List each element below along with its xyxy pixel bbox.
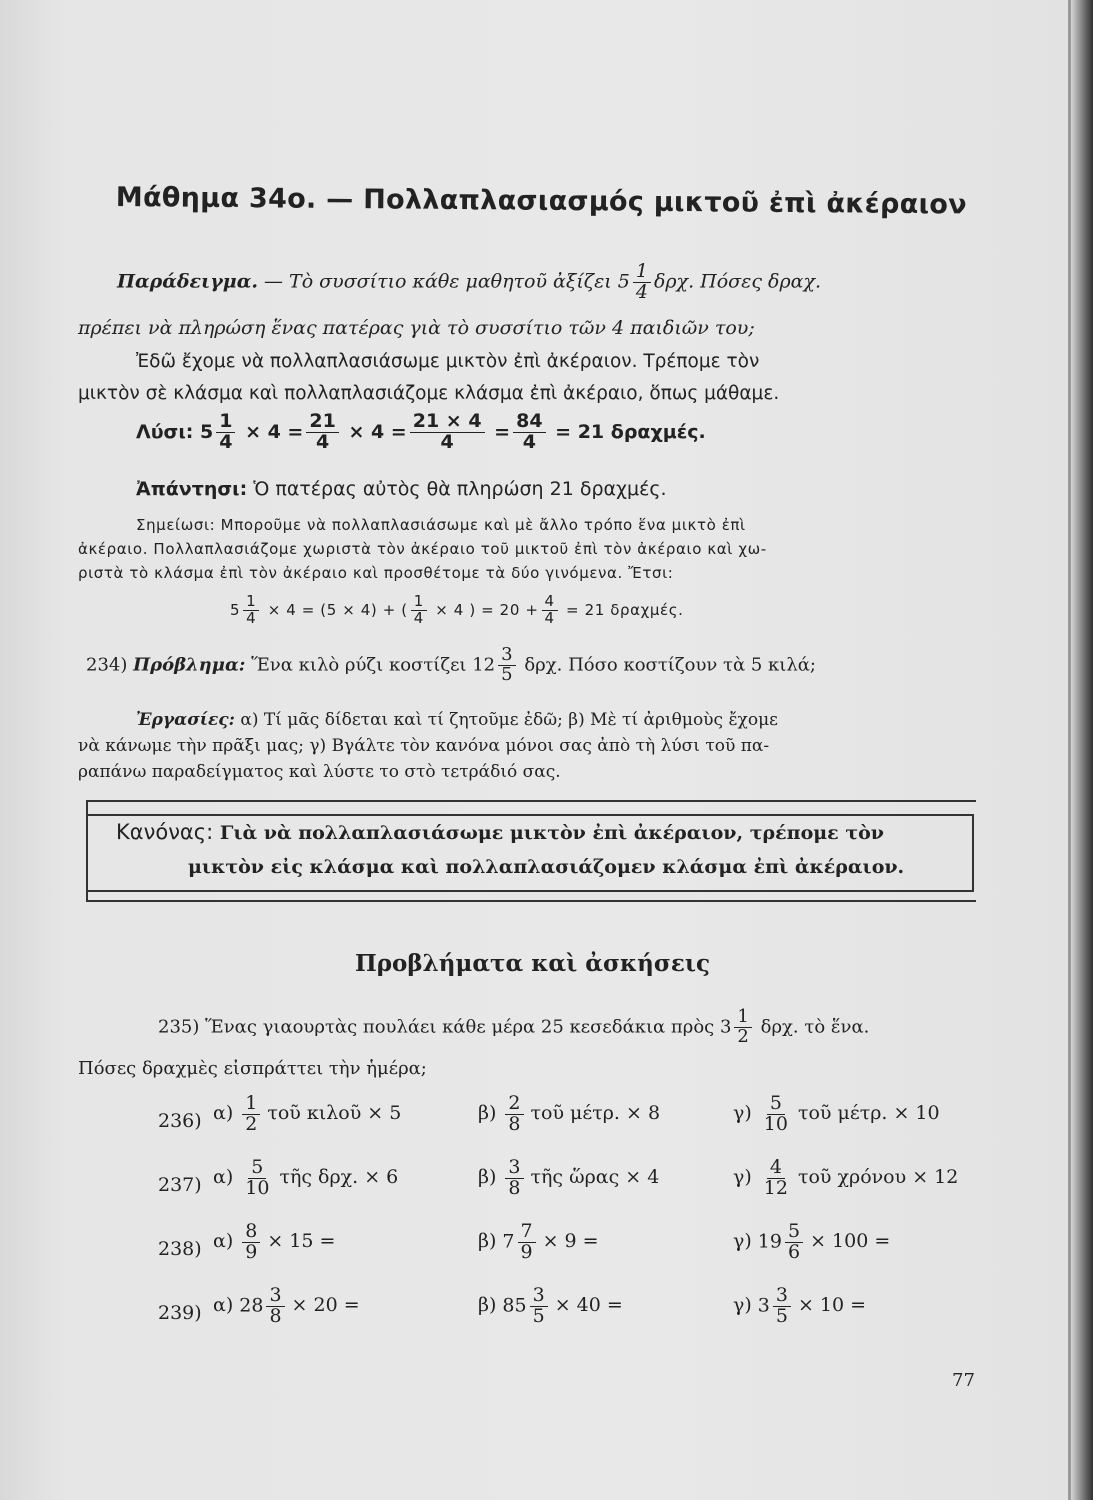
fraction-numerator: 21 <box>306 412 338 433</box>
exercise-item-a <box>213 1286 360 1327</box>
exercise-item-c <box>733 1286 866 1327</box>
fraction-numerator: 3 <box>505 1158 523 1179</box>
item-fraction <box>785 1222 803 1263</box>
example-fraction <box>633 262 651 303</box>
answer-label: Ἀπάντησι: <box>136 478 248 500</box>
fraction-numerator: 5 <box>767 1094 785 1115</box>
fraction-denominator: 9 <box>245 1240 258 1263</box>
item-text: τοῦ χρόνου × 12 <box>797 1166 959 1189</box>
solution-op-3: = <box>494 420 511 443</box>
fraction-numerator: 5 <box>785 1222 803 1243</box>
item-label: γ) <box>733 1230 752 1253</box>
tasks-line-2: νὰ κάνωμε τὴν πρᾶξι μας; γ) Βγάλτε τὸν κανόνα μόνοι σας ἀπὸ τὴ λύσι τοῦ πα- <box>78 736 770 756</box>
problem-number: 234) <box>86 654 128 676</box>
fraction-denominator: 5 <box>501 663 513 685</box>
fraction-denominator: 4 <box>522 430 536 453</box>
problem-fraction <box>734 1008 751 1047</box>
section-title: Προβλήματα καὶ ἀσκήσεις <box>355 950 710 977</box>
fraction-numerator: 1 <box>242 1094 260 1115</box>
rule-label: Κανόνας: <box>116 820 214 844</box>
fraction-numerator: 4 <box>767 1158 785 1179</box>
answer-line <box>136 478 667 500</box>
item-text: × 20 = <box>291 1294 360 1317</box>
page-number: 77 <box>952 1370 975 1391</box>
item-label: β) <box>478 1294 497 1317</box>
exercise-item-b <box>478 1094 660 1135</box>
fraction-numerator: 3 <box>530 1286 548 1307</box>
solution-fraction-3 <box>410 412 485 453</box>
fraction-numerator: 5 <box>248 1158 266 1179</box>
exercise-number: 236) <box>158 1110 202 1132</box>
item-fraction <box>266 1286 284 1327</box>
fraction-numerator: 1 <box>734 1008 751 1028</box>
fraction-denominator: 2 <box>245 1112 258 1135</box>
fraction-numerator: 3 <box>498 646 515 666</box>
solution-op-1: × 4 = <box>245 420 304 443</box>
fraction-numerator: 4 <box>542 594 558 611</box>
problem-text-2: δρχ. τὸ ἕνα. <box>760 1016 870 1038</box>
item-label: α) <box>213 1166 234 1189</box>
eq-fraction-3 <box>542 594 558 627</box>
rule-line-2: μικτὸν εἰς κλάσμα καὶ πολλαπλασιάζομεν κλάσμα ἐπὶ ἀκέραιον. <box>188 856 905 878</box>
rule-text-1 <box>116 820 884 844</box>
solution-result: = 21 δραχμές. <box>555 420 706 443</box>
item-fraction <box>773 1286 791 1327</box>
item-fraction <box>242 1094 260 1135</box>
fraction-denominator: 10 <box>763 1112 788 1135</box>
eq-op-1: × 4 = (5 × 4) + ( <box>267 600 408 619</box>
lesson-title: Μάθημα 34ο. — Πολλαπλασιασμός μικτοῦ ἐπὶ ἀκέραιον <box>115 182 968 221</box>
exercise-item-c <box>733 1094 940 1135</box>
example-line-3: Ἐδῶ ἔχομε νὰ πολλαπλασιάσωμε μικτὸν ἐπὶ ἀκέραιον. Τρέπομε τὸν <box>136 351 760 372</box>
example-text-1: — Τὸ συσσίτιο κάθε μαθητοῦ ἀξίζει 5 <box>263 270 630 293</box>
exercise-item-c <box>733 1222 890 1263</box>
problem-235 <box>158 1008 869 1047</box>
problem-text-2: δρχ. Πόσο κοστίζουν τὰ 5 κιλά; <box>524 654 816 676</box>
item-whole: 28 <box>239 1294 264 1317</box>
tasks-text: α) Τί μᾶς δίδεται καὶ τί ζητοῦμε ἐδῶ; β) Μὲ τί ἀριθμοὺς ἔχομε <box>240 710 778 730</box>
item-label: α) <box>213 1230 234 1253</box>
fraction-numerator: 1 <box>243 594 259 611</box>
item-fraction <box>505 1094 523 1135</box>
fraction-denominator: 9 <box>520 1240 533 1263</box>
item-fraction <box>761 1094 791 1135</box>
solution-fraction-1 <box>216 412 235 453</box>
fraction-denominator: 8 <box>508 1176 521 1199</box>
fraction-numerator: 1 <box>411 594 427 611</box>
solution-whole: 5 <box>199 420 214 443</box>
eq-fraction-2 <box>411 594 427 627</box>
fraction-denominator: 4 <box>219 430 233 453</box>
page-edge-shadow <box>1071 0 1093 1500</box>
rule-text-2 <box>188 854 904 878</box>
problem-text-1: 235) Ἕνας γιαουρτὰς πουλάει κάθε μέρα 25 κεσεδάκια πρὸς 3 <box>158 1016 732 1038</box>
item-text: τῆς δρχ. × 6 <box>279 1166 399 1189</box>
fraction-denominator: 4 <box>544 608 555 627</box>
item-text: τοῦ κιλοῦ × 5 <box>267 1102 402 1125</box>
item-text: × 40 = <box>554 1294 623 1317</box>
fraction-denominator: 12 <box>763 1176 788 1199</box>
rule-box <box>86 800 976 902</box>
fraction-denominator: 4 <box>315 430 330 453</box>
fraction-denominator: 6 <box>787 1240 801 1263</box>
example-line-1 <box>117 262 821 303</box>
item-label: β) <box>478 1230 497 1253</box>
item-fraction <box>505 1158 523 1199</box>
eq-whole: 5 <box>230 600 241 619</box>
exercise-item-b <box>478 1222 599 1263</box>
item-fraction <box>761 1158 791 1199</box>
solution-line <box>136 412 706 453</box>
item-whole: 7 <box>502 1230 515 1253</box>
item-fraction <box>242 1222 260 1263</box>
item-label: γ) <box>733 1102 752 1125</box>
solution-fraction-2 <box>306 412 338 453</box>
item-label: α) <box>213 1294 234 1317</box>
fraction-numerator: 3 <box>266 1286 284 1307</box>
rule-top-line <box>86 800 976 802</box>
fraction-numerator: 21 × 4 <box>410 412 485 433</box>
fraction-denominator: 4 <box>413 608 424 627</box>
fraction-numerator: 7 <box>518 1222 536 1243</box>
item-fraction <box>518 1222 536 1263</box>
fraction-numerator: 8 <box>242 1222 260 1243</box>
exercise-item-b <box>478 1158 659 1199</box>
item-fraction <box>242 1158 272 1199</box>
item-label: β) <box>478 1166 497 1189</box>
item-label: γ) <box>733 1166 752 1189</box>
item-text: τοῦ μέτρ. × 8 <box>530 1102 661 1125</box>
item-text: × 100 = <box>810 1230 891 1253</box>
rule-bottom-line <box>86 900 976 902</box>
exercise-number: 238) <box>158 1238 202 1260</box>
fraction-numerator: 1 <box>216 412 235 433</box>
solution-fraction-4 <box>513 412 545 453</box>
eq-fraction-1 <box>243 594 259 627</box>
item-label: α) <box>213 1102 234 1125</box>
eq-result: = 21 δραχμές. <box>566 600 684 619</box>
exercise-item-a <box>213 1158 398 1199</box>
fraction-denominator: 4 <box>440 430 454 453</box>
example-text-2: δρχ. Πόσες δραχ. <box>653 270 822 293</box>
fraction-denominator: 5 <box>775 1304 788 1327</box>
fraction-numerator: 3 <box>773 1286 791 1307</box>
problem-fraction <box>498 646 515 685</box>
exercise-item-a <box>213 1094 401 1135</box>
fraction-denominator: 2 <box>737 1025 749 1047</box>
item-whole: 19 <box>757 1230 782 1253</box>
tasks-line-1 <box>136 710 778 730</box>
fraction-denominator: 4 <box>246 608 257 627</box>
note-equation <box>230 594 684 627</box>
item-whole: 3 <box>757 1294 770 1317</box>
example-line-4: μικτὸν σὲ κλάσμα καὶ πολλαπλασιάζομε κλάσμα ἐπὶ ἀκέραιο, ὅπως μάθαμε. <box>78 383 780 404</box>
item-whole: 85 <box>502 1294 527 1317</box>
fraction-numerator: 2 <box>505 1094 523 1115</box>
note-line-3: ριστὰ τὸ κλάσμα ἐπὶ τὸν ἀκέραιο καὶ προσθέτομε τὰ δύο γινόμενα. Ἔτσι: <box>78 564 674 582</box>
exercise-item-a <box>213 1222 335 1263</box>
solution-label: Λύσι: <box>136 420 194 443</box>
note-line-1: Σημείωσι: Μποροῦμε νὰ πολλαπλασιάσωμε καὶ μὲ ἄλλο τρόπο ἕνα μικτὸ ἐπὶ <box>136 516 746 534</box>
fraction-denominator: 5 <box>532 1304 545 1327</box>
example-label: Παράδειγμα. <box>117 270 258 293</box>
answer-text: Ὁ πατέρας αὐτὸς θὰ πληρώση 21 δραχμές. <box>253 478 667 500</box>
item-text: × 9 = <box>542 1230 599 1253</box>
exercise-number: 239) <box>158 1302 202 1324</box>
fraction-denominator: 8 <box>269 1304 282 1327</box>
exercise-number: 237) <box>158 1174 202 1196</box>
tasks-line-3: ραπάνω παραδείγματος καὶ λύστε το στὸ τετράδιό σας. <box>78 762 561 782</box>
problem-label: Πρόβλημα: <box>133 654 246 676</box>
note-line-2: ἀκέραιο. Πολλαπλασιάζομε χωριστὰ τὸν ἀκέραιο τοῦ μικτοῦ ἐπὶ τὸν ἀκέραιο καὶ χω- <box>78 540 767 558</box>
item-fraction <box>530 1286 548 1327</box>
exercise-item-b <box>478 1286 623 1327</box>
item-text: × 15 = <box>267 1230 336 1253</box>
fraction-denominator: 8 <box>508 1112 521 1135</box>
item-label: γ) <box>733 1294 752 1317</box>
item-label: β) <box>478 1102 497 1125</box>
eq-op-2: × 4 ) = 20 + <box>435 600 539 619</box>
fraction-numerator: 84 <box>513 412 545 433</box>
example-line-2: πρέπει νὰ πληρώση ἕνας πατέρας γιὰ τὸ συσσίτιο τῶν 4 παιδιῶν του; <box>78 317 755 339</box>
solution-op-2: × 4 = <box>348 420 407 443</box>
tasks-label: Ἐργασίες: <box>136 710 235 730</box>
item-text: τῆς ὥρας × 4 <box>530 1166 660 1189</box>
rule-line-1: Γιὰ νὰ πολλαπλασιάσωμε μικτὸν ἐπὶ ἀκέραιον, τρέπομε τὸν <box>219 822 884 844</box>
item-text: × 10 = <box>797 1294 867 1317</box>
exercise-item-c <box>733 1158 958 1199</box>
problem-234 <box>86 646 816 685</box>
fraction-denominator: 4 <box>635 280 648 303</box>
problem-235-line-2: Πόσες δραχμὲς εἰσπράττει τὴν ἡμέρα; <box>78 1058 427 1079</box>
item-text: τοῦ μέτρ. × 10 <box>797 1102 940 1125</box>
fraction-numerator: 1 <box>633 262 651 283</box>
problem-text-1: Ἕνα κιλὸ ρύζι κοστίζει 12 <box>251 654 496 676</box>
fraction-denominator: 10 <box>245 1176 270 1199</box>
